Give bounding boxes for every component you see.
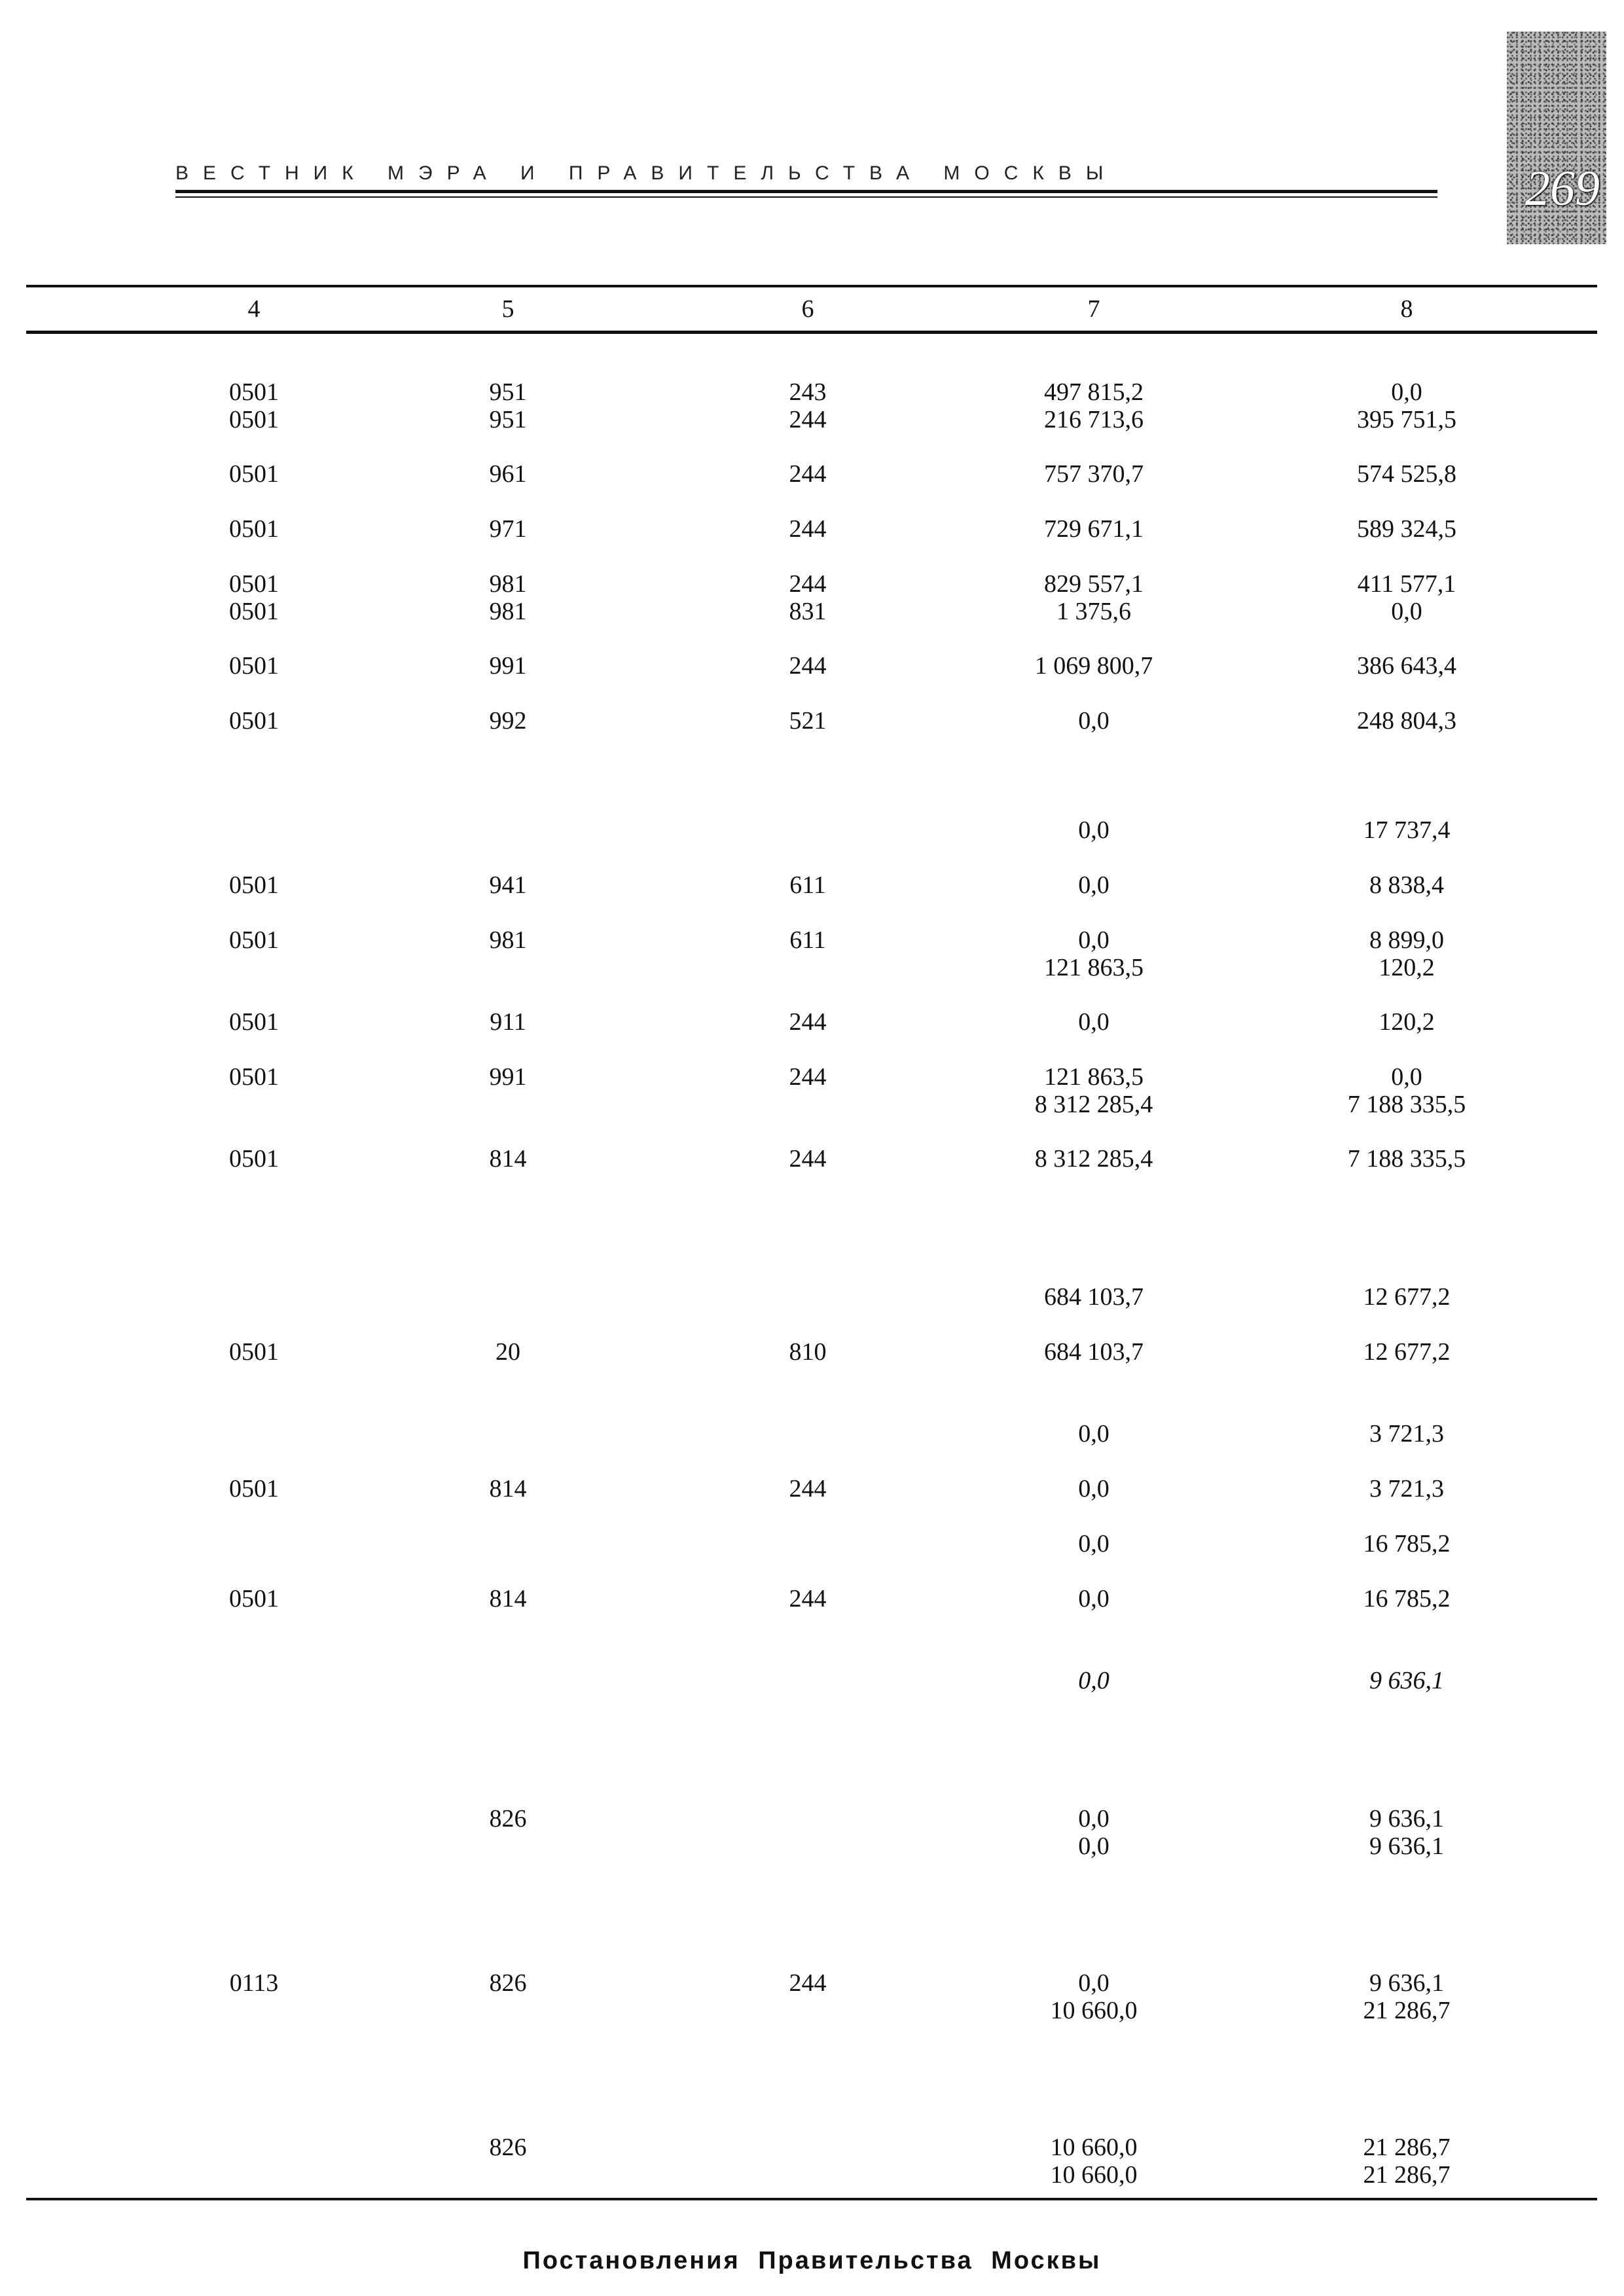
table-cell-8: 21 286,7 [1363,2161,1451,2189]
table-cell-7: 121 863,5 [1044,954,1144,981]
column-header-5: 5 [501,295,514,323]
table-cell-8: 248 804,3 [1357,707,1456,735]
table-cell-5: 911 [490,1008,526,1036]
table-cell-6: 244 [789,460,827,488]
table-cell-7: 497 815,2 [1044,378,1144,406]
table-cell-5: 992 [489,707,527,735]
table-cell-7: 0,0 [1078,1969,1110,1997]
table-cell-7: 0,0 [1078,1008,1110,1036]
table-cell-6: 244 [789,1969,827,1997]
table-cell-8: 3 721,3 [1369,1475,1444,1503]
table-cell-7: 0,0 [1078,816,1110,844]
table-cell-5: 961 [489,460,527,488]
table-cell-8: 411 577,1 [1357,570,1456,598]
table-cell-5: 941 [489,871,527,899]
table-cell-4: 0501 [229,460,279,488]
table-cell-7: 0,0 [1078,926,1110,954]
table-cell-7: 684 103,7 [1044,1338,1144,1366]
table-cell-8: 120,2 [1379,954,1435,981]
table-cell-7: 121 863,5 [1044,1063,1144,1091]
table-cell-5: 826 [489,1969,527,1997]
table-cell-6: 244 [789,1585,827,1613]
table-cell-8: 9 636,1 [1369,1667,1444,1694]
table-cell-5: 991 [489,652,527,680]
table-cell-7: 829 557,1 [1044,570,1144,598]
table-cell-5: 814 [489,1585,527,1613]
table-cell-7: 0,0 [1078,1667,1110,1694]
table-cell-8: 9 636,1 [1369,1805,1444,1832]
table-cell-8: 9 636,1 [1369,1969,1444,1997]
table-cell-8: 386 643,4 [1357,652,1456,680]
table-cell-4: 0501 [229,652,279,680]
table-cell-6: 244 [789,652,827,680]
table-cell-6: 244 [789,1063,827,1091]
table-cell-7: 10 660,0 [1050,2161,1138,2189]
table-cell-6: 611 [789,926,826,954]
header-rule-thick [175,190,1437,193]
table-cell-5: 951 [489,406,527,433]
table-cell-8: 0,0 [1391,598,1422,625]
table-cell-5: 971 [489,515,527,543]
table-cell-7: 0,0 [1078,1475,1110,1503]
footer-section-title: Постановления Правительства Москвы [522,2247,1102,2274]
table-cell-8: 16 785,2 [1363,1585,1451,1613]
table-cell-7: 0,0 [1078,871,1110,899]
table-cell-5: 951 [489,378,527,406]
table-cell-8: 21 286,7 [1363,1997,1451,2024]
table-cell-8: 7 188 335,5 [1347,1091,1466,1118]
table-cell-4: 0501 [229,515,279,543]
table-cell-6: 521 [789,707,827,735]
table-cell-4: 0501 [229,1145,279,1173]
column-header-8: 8 [1400,295,1413,323]
table-cell-4: 0501 [229,406,279,433]
table-cell-8: 3 721,3 [1369,1420,1444,1448]
table-cell-4: 0501 [229,1063,279,1091]
table-cell-5: 814 [489,1145,527,1173]
table-cell-8: 120,2 [1379,1008,1435,1036]
table-cell-4: 0501 [229,926,279,954]
table-cell-8: 0,0 [1391,378,1422,406]
table-cell-4: 0501 [229,707,279,735]
table-cell-7: 1 375,6 [1056,598,1131,625]
table-cell-7: 0,0 [1078,1832,1110,1860]
table-cell-6: 244 [789,515,827,543]
table-cell-7: 757 370,7 [1044,460,1144,488]
table-cell-7: 10 660,0 [1050,1997,1138,2024]
table-cell-5: 826 [489,2134,527,2161]
table-cell-7: 684 103,7 [1044,1283,1144,1311]
table-cell-6: 244 [789,1475,827,1503]
table-header-rule [26,331,1597,334]
table-cell-4: 0501 [229,570,279,598]
table-cell-6: 244 [789,1145,827,1173]
table-cell-7: 10 660,0 [1050,2134,1138,2161]
table-cell-4: 0501 [229,871,279,899]
table-cell-7: 0,0 [1078,1805,1110,1832]
table-cell-5: 981 [489,926,527,954]
column-header-4: 4 [247,295,261,323]
table-cell-7: 8 312 285,4 [1034,1145,1153,1173]
column-header-6: 6 [801,295,814,323]
table-cell-7: 0,0 [1078,1530,1110,1558]
table-cell-8: 0,0 [1391,1063,1422,1091]
table-cell-5: 826 [489,1805,527,1832]
table-cell-4: 0501 [229,1585,279,1613]
table-cell-7: 8 312 285,4 [1034,1091,1153,1118]
table-cell-8: 8 899,0 [1369,926,1444,954]
table-cell-4: 0113 [229,1969,279,1997]
table-cell-6: 244 [789,1008,827,1036]
table-bottom-rule [26,2198,1597,2200]
table-cell-5: 991 [489,1063,527,1091]
table-cell-6: 244 [789,406,827,433]
table-cell-6: 810 [789,1338,827,1366]
table-cell-7: 0,0 [1078,1585,1110,1613]
table-cell-5: 814 [489,1475,527,1503]
table-cell-6: 611 [789,871,826,899]
table-cell-7: 0,0 [1078,707,1110,735]
table-cell-5: 981 [489,598,527,625]
journal-title: ВЕСТНИК МЭРА И ПРАВИТЕЛЬСТВА МОСКВЫ [175,162,1118,184]
table-cell-8: 16 785,2 [1363,1530,1451,1558]
table-cell-5: 20 [496,1338,520,1366]
header-rule-thin [175,196,1437,198]
table-cell-8: 589 324,5 [1357,515,1456,543]
table-top-rule [26,285,1597,287]
table-cell-8: 8 838,4 [1369,871,1444,899]
table-cell-7: 729 671,1 [1044,515,1144,543]
table-cell-6: 244 [789,570,827,598]
table-cell-4: 0501 [229,378,279,406]
table-cell-8: 12 677,2 [1363,1338,1451,1366]
table-cell-8: 574 525,8 [1357,460,1456,488]
table-cell-6: 831 [789,598,827,625]
table-cell-7: 216 713,6 [1044,406,1144,433]
table-cell-4: 0501 [229,598,279,625]
table-cell-8: 12 677,2 [1363,1283,1451,1311]
table-cell-8: 21 286,7 [1363,2134,1451,2161]
column-header-7: 7 [1087,295,1100,323]
table-cell-8: 395 751,5 [1357,406,1456,433]
table-cell-4: 0501 [229,1008,279,1036]
table-cell-8: 9 636,1 [1369,1832,1444,1860]
table-cell-7: 1 069 800,7 [1034,652,1153,680]
table-cell-7: 0,0 [1078,1420,1110,1448]
table-cell-4: 0501 [229,1475,279,1503]
table-cell-8: 7 188 335,5 [1347,1145,1466,1173]
table-cell-8: 17 737,4 [1363,816,1451,844]
table-cell-5: 981 [489,570,527,598]
page-number: 269 [1525,161,1600,216]
table-cell-4: 0501 [229,1338,279,1366]
table-cell-6: 243 [789,378,827,406]
